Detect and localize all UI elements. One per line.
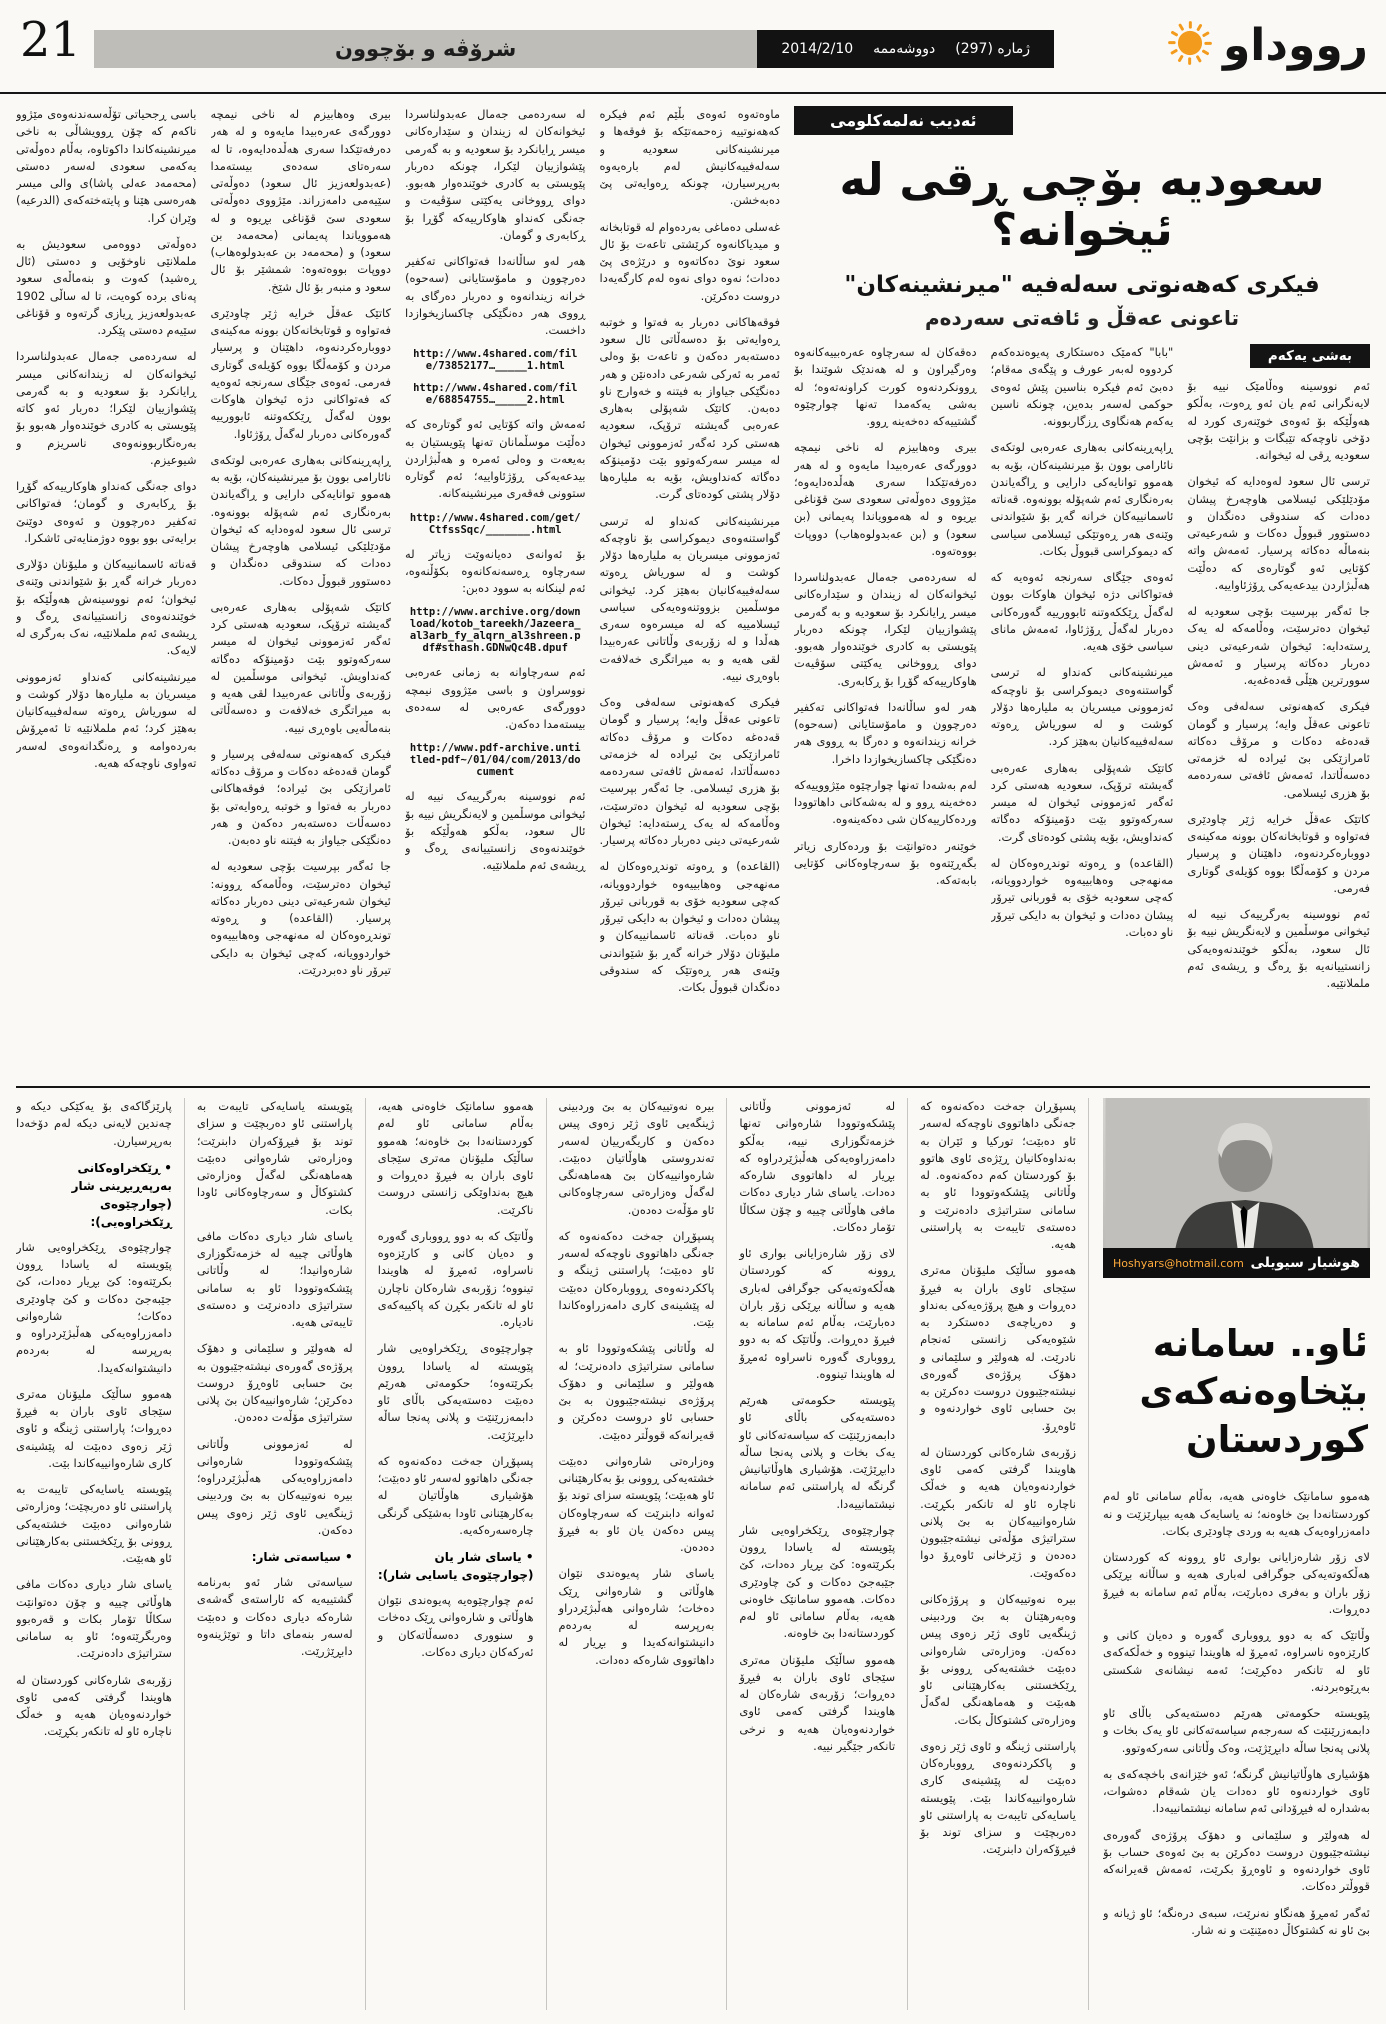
- body-paragraph: هەموو ساڵێک ملیۆنان مەتری سێجای ئاوی باران بە فیڕۆ دەڕوات؛ پاراستنی ژینگە و ئاوی ژێر زەوی دەبێت لە پێشینەی کاری شارەوانییەکاندا بێت.: [16, 1386, 172, 1470]
- body-paragraph: چوارچێوەی ڕێکخراوەیی شار پێویستە لە یاسادا ڕوون بکرێتەوە: کێ بڕیار دەدات، کێ جێبەجێ دەکات و کێ چاودێری دەکات. هەموو سامانێک خاوەنی هەیە، بەڵام سامانی ئاو لەم کوردستانەدا بێ خاوەنە.: [739, 1522, 896, 1641]
- article2-lead-text: [1103, 1488, 1370, 1948]
- body-paragraph: زۆربەی شارەکانی کوردستان لە هاویندا گرفتی کەمی ئاوی خواردنەوەیان هەیە و خەڵک ناچارە ئاو لە تانکەر بکڕێت. شارەوانییەکان بە بێ پلانی ستراتیژی مۆڵەتی نیشتەجێبوون دەدەن و ژێرخانی ئاوەڕۆ دوا دەکەوێت.: [920, 1444, 1076, 1580]
- body-paragraph: لە ئەزموونی وڵاتانی پێشکەوتوودا شارەوانی تەنها خزمەتگوزاری نییە، بەڵکو دامەزراوەیەکی هەڵبژێردراوە کە بڕیار لە داهاتووی شارەکە دەدات. یاسای شار دیاری دەکات مافی هاوڵاتی چییە و چۆن سکاڵا تۆمار دەکات.: [739, 1099, 896, 1234]
- body-paragraph: "بابا" کەمێک دەستکاری پەیوەندەکەم کردووە لەبەر عورف و پێگەی مەقام؛ دەبێ ئەم فیکرە بناسین پێش ئەوەی حوکمی لەسەر بدەین، چونکە ناسین یەکەم هەنگاوی ڕزگاربوونە.: [990, 345, 1174, 428]
- article1-column-2: [211, 106, 392, 1074]
- newspaper-logo: [1167, 14, 1368, 76]
- body-paragraph: هەموو سامانێک خاوەنی هەیە، بەڵام سامانی ئاو لەم کوردستانەدا بێ خاوەنە؛ هەموو ساڵێک ملیۆنان مەتری سێجای ئاوی باران بە فیڕۆ دەڕوات و هیچ بەنداوێکی زانستی دروست ناکرێت.: [377, 1099, 534, 1217]
- body-paragraph: جا ئەگەر بپرسیت بۆچی سعودیە لە ئیخوان دەترسێت، وەڵامەکە لە یەک ڕستەدایە: ئیخوان شەرعیەتی دینی دەربار دەکاتە پرسیار و ئەمەش سوورترین هێڵی قەدەغەیە.: [1187, 604, 1370, 687]
- second-article: [16, 1098, 1370, 2010]
- body-paragraph: (القاعدە) و ڕەوتە توندڕەوەکان لە مەنهەجی وەهابییەوە خواردوویانە، کەچی سعودیە خۆی بە قوربانی تیرۆر پیشان دەدات و ئیخوان بە دایکی تیرۆر ناو دەبات. قەناتە ئاسمانییەکان و ملیۆنان دۆلار خرانە گەڕ بۆ شێواندنی وێنەی هەر ڕەوتێک کە سندوقی دەنگدان قبووڵ بکات.: [599, 859, 780, 994]
- subheadline-line2: تاعونی عەقڵ و ئافەتی سەردەم: [924, 305, 1239, 330]
- article2-column-2: [184, 1098, 365, 2010]
- author-badge-row: [794, 106, 1370, 135]
- bullet-heading: • ڕێکخراوەکانی بەرپەڕبڕینی شار (چوارچێوەی ڕێکخراوەیی):: [71, 1160, 172, 1229]
- article1-column-6: [991, 344, 1174, 1074]
- author-email[interactable]: Hoshyars@hotmail.com: [1113, 1256, 1244, 1270]
- body-paragraph: ڕاپەڕینەکانی بەهاری عەرەبی لوتکەی نائارامی بوون بۆ میرنشینەکان، بۆیە بە هەموو توانایەکی دارایی و ڕاگەیاندن بەرەنگاری ئەم شەپۆلە بوونەوە. ترسی ئال سعود لەوەدایە کە ئیخوان مۆدێلێکی ئیسلامی هاوچەرخ پیشان دەدات کە سندوقی دەنگدان و دەستوور قبووڵ دەکات.: [210, 452, 391, 588]
- body-paragraph: خوێنەر دەتوانێت بۆ وردەکاری زیاتر بگەڕێتەوە بۆ سەرچاوەکانی کۆتایی بابەتەکە.: [794, 838, 977, 887]
- body-paragraph: کاتێک عەقڵ خرایە ژێر چاودێری فەتواوە و قوتابخانەکان بوونە مەکینەی دووبارەکردنەوە، داهێنان و پرسیار مردن و کۆمەڵگا بووە کۆیلەی گوتاری فەرمی. ئەوەی جێگای سەرنجە ئەوەیە کە فەتواکانی دژە ئیخوان هاوکات بوون لەگەڵ ڕێککەوتنە ئابوورییە گەورەکانی دەربار لەگەڵ ڕۆژئاوا.: [210, 305, 391, 441]
- body-paragraph: ئەم چوارچێوەیە پەیوەندی نێوان هاوڵاتی و شارەوانی ڕێک دەخات و سنووری دەسەڵاتەکان و ئەرکەکان دیاری دەکات.: [377, 1593, 534, 1659]
- part-one-badge: بەشی یەکەم: [1250, 344, 1370, 368]
- body-paragraph: یاسای شار دیاری دەکات مافی هاوڵاتی چییە لە خزمەتگوزاری شارەوانیدا؛ لە وڵاتانی پێشکەوتوودا ئاو بە سامانی ستراتیژی دادەنرێت و دەستەی تایبەتی هەیە.: [196, 1228, 353, 1329]
- second-headline-line3: کوردستان: [1186, 1418, 1368, 1462]
- weekday: دووشەممە: [873, 41, 936, 57]
- body-paragraph: بیری وەهابیزم لە ناخی نیمچە دوورگەی عەرەبیدا مایەوە و لە هەر دەرفەتێکدا سەری هەڵدەدایەوە؛ مێژووی دەوڵەتی سعودی سێ قۆناغی بڕیوە و لە هەموویاندا پەیمانی (بن سعود) و (بن عەبدولوەهاب) دووپات بووەتەوە.: [794, 440, 977, 558]
- body-paragraph: کاتێک عەقڵ خرایە ژێر چاودێری فەتواوە و قوتابخانەکان بوونە مەکینەی دووبارەکردنەوە، داهێنان و پرسیار مردن و کۆمەڵگا بووە کۆیلەی گوتاری فەرمی.: [1187, 811, 1370, 895]
- rudaw-sun-icon: [1167, 20, 1213, 70]
- body-paragraph: ترسی ئال سعود لەوەدایە کە ئیخوان مۆدێلێکی ئیسلامی هاوچەرخ پیشان دەدات کە سندوقی دەنگدان و دەستوور قبووڵ دەکات و شەرعیەتی بنەماڵە دەکاتە پرسیار. ئەمەش واتە کۆتایی ئەو گوتارەی کە دەڵێت هەڵبژاردن بیدعەیەکی ڕۆژئاواییە.: [1187, 474, 1370, 592]
- body-paragraph: یاسای شار دیاری دەکات مافی هاوڵاتی چییە و چۆن دەتوانێت سکاڵا تۆمار بکات و قەرەبوو وەربگرێتەوە؛ ئاو بە سامانی ستراتیژی دادەنرێت.: [16, 1577, 172, 1661]
- column-text: [1187, 378, 1370, 992]
- body-paragraph: لە ئەزموونی وڵاتانی پێشکەوتوودا شارەوانی دامەزراوەیەکی هەڵبژێردراوە؛ بیرە نەوتییەکان بە بێ وردبینی ژینگەیی ئاوی ژێر زەوی پیس دەکەن.: [196, 1436, 353, 1537]
- main-article-left-columns: [16, 106, 780, 1074]
- body-paragraph: بیرە نەوتییەکان بە بێ وردبینی ژینگەیی ئاوی ژێر زەوی پیس دەکەن و کاریگەرییان لەسەر تەندروستی هاوڵاتیان دەبێت. شارەوانییەکان بێ هەماهەنگی لەگەڵ وەزارەتی سەرچاوەکانی ئاو مۆڵەت دەدەن.: [558, 1099, 715, 1217]
- author-name: هوشیار سیویلی: [1250, 1255, 1360, 1271]
- body-paragraph: بۆ ئەوانەی دەیانەوێت زیاتر لە سەرچاوە ڕەسەنەکانەوە بکۆڵنەوە، ئەم لینکانە بە سوود دەبن:: [405, 546, 586, 595]
- main-article-head-region: [794, 106, 1370, 1074]
- body-paragraph: ئەم نووسینە بەرگرییەک نییە لە ئیخوانی موسڵمین و لایەنگریش نییە بۆ ئال سعود، بەڵکو خوێندنەوەیەکی زانستییانەیە بۆ ڕەگ و ڕیشەی ئەم ململانێیە.: [1187, 907, 1370, 990]
- article1-column-1: [16, 106, 197, 1074]
- body-paragraph: هەر لەو ساڵانەدا فەتواکانی تەکفیر دەرچوون و مامۆستایانی (سەحوە) خرانە زیندانەوە و دەربار دەرگای بە ڕووی هەر دەنگێکی چاکسازیخوازدا داخست.: [405, 254, 586, 337]
- body-paragraph: ڕاپەڕینەکانی بەهاری عەرەبی لوتکەی نائارامی بوون بۆ میرنشینەکان، بۆیە بە هەموو توانایەکی دارایی و ڕاگەیاندن بەرەنگاری ئەم شەپۆلە بوونەوە. قەناتە ئاسمانییەکان خرانە گەڕ بۆ شێواندنی وێنەی هەر ڕەوتێکی ئیسلامی سیاسی کە دیموکراسی قبووڵ بکات.: [990, 440, 1174, 558]
- body-paragraph: بیری وەهابیزم لە ناخی نیمچە دوورگەی عەرەبیدا مایەوە و لە هەر دەرفەتێکدا سەری هەڵدەدایەوە، تا لە سەرەتای سەدەی بیستەمدا (عەبدولعەزیز ئال سعود) دەوڵەتی سێیەمی دامەزراند. مێژووی دەوڵەتی سعودی سێ قۆناغی بڕیوە و لە هەموویاندا پەیمانی (محەمەد بن سعود) و (محەمەد بن عەبدولوەهاب) دووپات بووەتەوە: شمشێر بۆ ئال سعود و منبەر بۆ ئال شێخ.: [210, 107, 391, 294]
- article2-column-6: [907, 1098, 1088, 2010]
- body-paragraph: لە هەولێر و سلێمانی و دهۆک پرۆژەی گەورەی نیشتەجێبوون بە بێ حسابی ئاوەڕۆ دروست دەکرێن؛ شارەوانییەکان بێ پلانی ستراتیژی مۆڵەت دەدەن.: [196, 1341, 353, 1425]
- body-paragraph: پێویستە یاسایەکی تایبەت بە پاراستنی ئاو دەربچێت و سزای توند بۆ فیڕۆکەران دابنرێت؛ وەزارەتی شارەوانی دەبێت هەماهەنگی لەگەڵ وەزارەتی کشتوکاڵ و سەرچاوەکانی ئاودا بکات.: [196, 1099, 353, 1217]
- body-paragraph: هەموو ساڵێک ملیۆنان مەتری سێجای ئاوی باران بە فیڕۆ دەڕوات و هیچ پرۆژەیەکی بەنداو و دەریاچەی دەستکرد بە شێوەیەکی زانستی ئەنجام نادرێت. لە هەولێر و سلێمانی و دهۆک پرۆژەی گەورەی نیشتەجێبوون دروست دەکرێن بە بێ حسابی ئاوی خواردنەوە و ئاوەڕۆ.: [920, 1263, 1076, 1433]
- source-link[interactable]: http://www.4shared.com/file/68854755…_____2.html: [413, 382, 578, 407]
- body-paragraph: هۆشیاری هاوڵاتیانیش گرنگە؛ ئەو خێزانەی باخچەکەی بە ئاوی خواردنەوە ئاو دەدات یان شەقام دەشوات، بەشدارە لە فیڕۆدانی ئەم سامانە نیشتمانییەدا.: [1103, 1766, 1370, 1816]
- body-paragraph: ئەمەش واتە کۆتایی ئەو گوتارەی کە دەڵێت موسڵمانان تەنها پێویستیان بە بەیعەت و وەلی ئەمرە و هەڵبژاردن بیدعەیەکی ڕۆژئاواییە؛ ئەم گوتارە ستوونی فەقەری میرنشینەکانە.: [405, 417, 586, 501]
- body-paragraph: پێویستە یاسایەکی تایبەت بە پاراستنی ئاو دەربچێت؛ وەزارەتی شارەوانی دەبێت خشتەیەکی ڕوونی بۆ ڕێکخستنی بەکارهێنانی ئاو هەبێت.: [16, 1482, 172, 1565]
- body-paragraph: پێویستە حکومەتی هەرێم دەستەیەکی باڵای ئاو دابمەزرێنێت کە سیاسەتەکانی ئاو یەک بخات و پلانی پەنجا ساڵە دابڕێژێت. هۆشیاری هاوڵاتیانیش گرنگە لە پاراستنی ئەم سامانە نیشتمانییەدا.: [739, 1393, 896, 1511]
- source-link[interactable]: http://www.pdf-archive.untitled-pdf~/01/04/com/2013/document: [409, 742, 581, 779]
- page-number: 21: [20, 12, 82, 68]
- body-paragraph: هەموو ساڵێک ملیۆنان مەتری سێجای ئاوی باران بە فیڕۆ دەڕوات؛ زۆربەی شارەکان لە هاویندا گرفتی کەمی ئاوی خواردنەوەیان هەیە و نرخی تانکەر جێگیر نییە.: [739, 1652, 896, 1753]
- body-paragraph: میرنشینەکانی کەنداو لە ترسی گواستنەوەی دیموکراسی بۆ ناوچەکە ئەزموونی میسریان بە ملیارەها دۆلار کوشت و لە سوریاش ڕەوتە سەلەفییەکانیان بەهێز کرد.: [990, 665, 1174, 749]
- body-paragraph: لە هەولێر و سلێمانی و دهۆک پرۆژەی گەورەی نیشتەجێبوون دروست دەکرێن بە بێ ئەوەی حساب بۆ ئاوی خواردنەوە و ئاوەڕۆ بکرێت، ئەمەش قەیرانەکە قووڵتر دەکات.: [1103, 1827, 1370, 1894]
- body-paragraph: فیکری کەهەنوتی سەلەفی پرسیار و گومان قەدەغە دەکات و مرۆڤ دەکاتە ئامرازێکی بێ ئیرادە؛ فوقەهاکانی دەربار بە فەتوا و خوتبە ڕەوایەتی بۆ دەسەڵات دەستەبەر دەکەن و هەر دەنگێکی جیاواز بە فیتنە ناو دەبەن.: [210, 746, 391, 847]
- body-paragraph: لای زۆر شارەزایانی بواری ئاو ڕوونە کە کوردستان هەڵکەوتەیەکی جوگرافی لەباری هەیە و ساڵانە بڕێکی زۆر باران دەبارێت، بەڵام ئەم سامانە بە فیڕۆ دەڕوات. وڵاتێک کە بە دوو ڕووباری گەورە ناسراوە ئەمڕۆ لە هاویندا تینووە.: [739, 1246, 896, 1381]
- source-link[interactable]: http://www.4shared.com/get/CtfssSqc/_______.html: [409, 511, 581, 536]
- body-paragraph: ئەم نووسینە بەرگرییەک نییە لە ئیخوانی موسڵمین و لایەنگریش نییە بۆ ئال سعود، بەڵکو هەوڵێکە بۆ خوێندنەوەی زانستییانەی ڕەگ و ڕیشەی ئەم ململانێیە.: [405, 789, 586, 873]
- body-paragraph: ئەم نووسینە وەڵامێک نییە بۆ لایەنگرانی ئەم یان ئەو ڕەوت، بەڵکو هەوڵێکە بۆ ئەوەی خوێنەری کورد لە دۆخی ناوچەکە تێبگات و بزانێت بۆچی سعودیە ڕقی لە ئیخوانە.: [1187, 379, 1370, 462]
- article1-column-7: [1187, 344, 1370, 1074]
- body-paragraph: پسپۆڕان جەخت دەکەنەوە کە جەنگی داهاتووی ناوچەکە لەسەر ئاو دەبێت؛ پاراستنی ژینگە و پاککردنەوەی ڕووبارەکان دەبێت لە پێشینەی کاری دامەزراوەکاندا بێت.: [558, 1228, 715, 1329]
- body-paragraph: وڵاتێک کە بە دوو ڕووباری گەورە و دەیان کانی و کارێزەوە ناسراوە، ئەمڕۆ لە هاویندا تینووە؛ زۆربەی شارەکان ناچارن ئاو لە تانکەر بکڕن کە پاکییەکەی نادیارە.: [377, 1228, 534, 1329]
- article1-column-4: [600, 106, 781, 1074]
- main-article-header: [794, 106, 1370, 344]
- body-paragraph: لای زۆر شارەزایانی بواری ئاو ڕوونە کە کوردستان هەڵکەوتەیەکی جوگرافی لەباری هەیە و ساڵانە بڕێکی زۆر باران و بەفری دەبارێت، بەڵام ئەم سامانە بە فیڕۆ دەڕوات.: [1103, 1550, 1370, 1616]
- body-paragraph: ئەوەی جێگای سەرنجە ئەوەیە کە فەتواکانی دژە ئیخوان هاوکات بوون لەگەڵ ڕێککەوتنە ئابوورییە گەورەکانی دەربار لەگەڵ ڕۆژئاوا، ئەمەش مانای سیاسی خۆی هەیە.: [990, 570, 1174, 653]
- author-bar: [1103, 1248, 1370, 1278]
- body-paragraph: فوقەهاکانی دەربار بە فەتوا و خوتبە ڕەوایەتی بۆ دەسەڵاتی ئال سعود دەستەبەر دەکەن و تاعەت بۆ وەلی ئەمر بە ئەرکی شەرعی دادەنێن و هەر دەنگێکی جیاواز بە فیتنە و خەوارج ناو دەبەن. کاتێک شەپۆلی بەهاری عەرەبی گەیشتە ترۆپک، سعودیە هەستی کرد ئەگەر ئەزموونی ئیخوان لە میسر سەرکەوتوو بێت دۆمینۆکە دەگاتە کەنداویش، بۆیە بە ملیارەها دۆلار پشتی کودەتای گرت.: [599, 314, 780, 502]
- second-headline-line1: ئاو.. سامانە: [1152, 1322, 1368, 1365]
- body-paragraph: کاتێک شەپۆلی بەهاری عەرەبی گەیشتە ترۆپک، سعودیە هەستی کرد ئەگەر ئەزموونی ئیخوان لە میسر سەرکەوتوو بێت دۆمینۆکە دەگاتە کەنداویش، بۆیە پشتی کودەتای گرت.: [990, 760, 1174, 844]
- body-paragraph: لەم بەشەدا تەنها چوارچێوە مێژووییەکە دەخەینە ڕوو و لە بەشەکانی داهاتوودا وردەکارییەکان شی دەکەینەوە.: [794, 777, 977, 827]
- main-article: [16, 106, 1370, 1074]
- article1-column-5: [794, 344, 977, 1074]
- article1-column-3: [405, 106, 586, 1074]
- body-paragraph: دەقەکان لە سەرچاوە عەرەبییەکانەوە وەرگیراون و لە هەندێک شوێندا بۆ ڕوونکردنەوە کورت کراونەتەوە؛ لە بەشی یەکەمدا تەنها چوارچێوە گشتییەکە دەخەینە ڕوو.: [794, 345, 977, 428]
- body-paragraph: پێویستە حکومەتی هەرێم دەستەیەکی باڵای ئاو دابمەزرێنێت کە سەرجەم سیاسەتەکانی ئاو یەک بخات و پلانی پەنجا ساڵە دابڕێژێت، وەک وڵاتانی سەرکەوتوو.: [1103, 1706, 1370, 1755]
- body-paragraph: غەسلی دەماغی بەردەوام لە قوتابخانە و میدیاکانەوە کرێشتی تاعەت بۆ ئال سعود نوێ دەکاتەوە و درێژەی پێ دەدات؛ نەوە دوای نەوە لەم کارگەیەدا دروست دەکرێن.: [599, 219, 780, 303]
- main-headline: سعودیە بۆچی ڕقی لە ئیخوانە؟: [839, 153, 1325, 257]
- body-paragraph: چوارچێوەی ڕێکخراوەیی شار پێویستە لە یاسادا ڕوون بکرێتەوە؛ حکومەتی هەرێم دەبێت دەستەیەکی باڵای ئاو دابمەزرێنێت و پلانی پەنجا ساڵە دابڕێژێت.: [377, 1341, 534, 1442]
- body-paragraph: لە سەردەمی جەمال عەبدولناسردا ئیخوانەکان لە زیندانەکانی میسر ڕایانکرد بۆ سعودیە و بە گەرمی پێشوازییان لێکرا؛ دەربار ئەو کاتە پێویستی بە کادری خوێندەوار هەبوو بۆ بەرەنگاربوونەوەی ناسریزم و شیوعیزم.: [16, 349, 197, 467]
- body-paragraph: یاسای شار پەیوەندی نێوان هاوڵاتی و شارەوانی ڕێک دەخات؛ شارەوانی هەڵبژێردراو بەرپرسە لە بەردەم دانیشتوانەکەیدا و بڕیار لە داهاتووی شارەکە دەدات.: [558, 1566, 715, 1667]
- body-paragraph: میرنشینەکانی کەنداو لە ترسی گواستنەوەی دیموکراسی بۆ ناوچەکە ئەزموونی میسریان بە ملیارەها دۆلار کوشت و لە سوریاش ڕەوتە سەلەفییەکانیان بەهێز کرد. ئیخوانی موسڵمین بزووتنەوەیەکی سیاسی ئیسلامییە کە لە میسرەوە سەری هەڵدا و لە زۆربەی وڵاتانی عەرەبیدا لقی هەیە و بە میراتگری خەلافەت باوەڕی نییە.: [599, 513, 780, 683]
- source-link[interactable]: http://www.4shared.com/file/73852177…_____1.html: [413, 348, 578, 373]
- body-paragraph: کاتێک شەپۆلی بەهاری عەرەبی گەیشتە ترۆپک، سعودیە هەستی کرد ئەگەر ئەزموونی ئیخوان لە میسر سەرکەوتوو بێت دۆمینۆکە دەگاتە کەنداویش. ئیخوانی موسڵمین لە زۆربەی وڵاتانی عەرەبیدا لقی هەیە و بە میراتگری خەلافەت و دەسەڵاتی بنەماڵەیی باوەڕی نییە.: [210, 599, 391, 735]
- article2-column-1: [16, 1098, 184, 2010]
- section-title: شرۆڤە و بۆچوون: [335, 37, 517, 61]
- section-divider: [16, 1086, 1370, 1088]
- body-paragraph: پاراستنی ژینگە و ئاوی ژێر زەوی و پاککردنەوەی ڕووبارەکان دەبێت لە پێشینەی کاری شارەوانییەکاندا بێت. پێویستە یاسایەکی تایبەت بە پاراستنی ئاو دەربچێت و سزای توند بۆ فیڕۆکەران دابنرێت.: [920, 1738, 1076, 1857]
- person-silhouette: [1103, 1098, 1370, 1248]
- article2-column-4: [546, 1098, 727, 2010]
- subheadline-line1: فیکری کەهەنوتی سەلەفیە "میرنشینەکان": [844, 271, 1320, 298]
- issue-date-chip: [757, 30, 1054, 68]
- article2-column-5: [726, 1098, 907, 2010]
- author-badge: ئەدیب نەلمەکلومی: [794, 106, 1013, 135]
- body-paragraph: فیکری کەهەنوتی سەلەفی وەک تاعونی عەقڵ وایە؛ پرسیار و گومان قەدەغە دەکات و مرۆڤ دەکاتە ئامرازێکی بێ ئیرادە لە خزمەتی دەسەڵاتدا، ئەمەش ئافەتی سەردەمە بۆ هزری ئیسلامی.: [1187, 699, 1370, 800]
- bullet-heading: • یاسای شار یان (چوارچێوەی یاسایی شار):: [377, 1550, 534, 1582]
- body-paragraph: فیکری کەهەنوتی سەلەفی وەک تاعونی عەقڵ وایە؛ پرسیار و گومان قەدەغە دەکات و مرۆڤ دەکاتە ئامرازێکی بێ ئیرادە لە خزمەتی دەسەڵاتدا، ئەمەش ئافەتی سەردەمە بۆ هزری ئیسلامی. جا ئەگەر بپرسیت بۆچی سعودیە لە ئیخوان دەترسێت، وەڵامەکە لە یەک ڕستەدایە: ئیخوان شەرعیەتی دینی دەربار دەکاتە پرسیار.: [599, 695, 780, 847]
- body-paragraph: لە سەردەمی جەمال عەبدولناسردا ئیخوانەکان لە زیندان و سێدارەکانی میسر ڕایانکرد بۆ سعودیە و بە گەرمی پێشوازییان لێکرا، چونکە دەربار پێویستی بە کادری خوێندەوار هەبوو. دوای ڕووخانی یەکێتی سۆڤیەت هاوکارییەکە گۆڕا بۆ ڕکابەری.: [794, 570, 977, 688]
- body-paragraph: دەوڵەتی دووەمی سعودیش بە ململانێی ناوخۆیی و دەستی (ئال ڕەشید) کەوت و بنەماڵەی سعود پەنای بردە کوەیت، تا لە ساڵی 1902 عەبدولعەزیز ڕیازی گرتەوە و قۆناغی سێیەم دەستی پێکرد.: [16, 236, 197, 337]
- body-paragraph: (القاعدە) و ڕەوتە توندڕەوەکان لە مەنهەجی وەهابییەوە خواردوویانە، کەچی سعودیە خۆی بە قوربانی تیرۆر پیشان دەدات و ئیخوان بە دایکی تیرۆر ناو دەبات.: [990, 855, 1174, 939]
- body-paragraph: دوای جەنگی کەنداو هاوکارییەکە گۆڕا بۆ ڕکابەری و گومان؛ فەتواکانی تەکفیر دەرچوون و ئەوەی دوێنێ برایەتی بوو بووە دوژمنایەتی ئاشکرا.: [16, 479, 197, 545]
- body-paragraph: پسپۆڕان جەخت دەکەنەوە کە جەنگی داهاتوو لەسەر ئاو دەبێت؛ هۆشیاری هاوڵاتیان لە بەکارهێنانی ئاودا بەشێکی گرنگی چارەسەرەکەیە.: [377, 1453, 534, 1537]
- body-paragraph: جا ئەگەر بپرسیت بۆچی سعودیە لە ئیخوان دەترسێت، وەڵامەکە ڕوونە: ئیخوان شەرعیەتی دینی دەربار دەکاتە پرسیار. (القاعدە) و ڕەوتە توندڕەوەکان لە مەنهەجی وەهابییەوە خواردوویانە، کەچی ئیخوان بە دایکی تیرۆر ناو دەبردرێت.: [210, 859, 391, 977]
- source-link[interactable]: http://www.archive.org/download/kotob_tareekh/Jazeera_al3arb_fy_alqrn_al3shreen.pdf#sthash.GDNwQc4B.dpuf: [409, 606, 581, 655]
- body-paragraph: وڵاتێک کە بە دوو ڕووباری گەورە و دەیان کانی و کارێزەوە ناسراوە، ئەمڕۆ لە هاویندا تینووە و خەڵکەکەی ئاو لە تانکەر دەکڕێت؛ ئەمە نیشانەی شکستی بەڕێوەبردنە.: [1103, 1628, 1370, 1694]
- body-paragraph: وەزارەتی شارەوانی دەبێت خشتەیەکی ڕوونی بۆ بەکارهێنانی ئاو هەبێت؛ پێویستە سزای توند بۆ ئەوانە دابنرێت کە سەرچاوەکان پیس دەکەن یان ئاو بە فیڕۆ دەدەن.: [558, 1453, 715, 1554]
- body-paragraph: ئەگەر ئەمڕۆ هەنگاو نەنرێت، سبەی درەنگە؛ ئاو ژیانە و بێ ئاو نە کشتوکاڵ دەمێنێت و نە شار.: [1103, 1905, 1370, 1937]
- body-paragraph: لە وڵاتانی پێشکەوتوودا ئاو بە سامانی ستراتیژی دادەنرێت؛ لە هەولێر و سلێمانی و دهۆک پرۆژەی نیشتەجێبوون بە بێ حسابی ئاو دروست دەکرێن و قەیرانەکە قووڵتر دەبێت.: [558, 1341, 715, 1442]
- page-header: [0, 0, 1386, 94]
- body-paragraph: سیاسەتی شار ئەو بەرنامە گشتییەیە کە ئاراستەی گەشەی شارەکە دیاری دەکات و دەبێت لەسەر بنەمای داتا و توێژینەوە دابڕێژرێت.: [196, 1575, 353, 1658]
- logo-wordmark: رووداو: [1222, 19, 1368, 71]
- issue-number: ژمارە (297): [955, 41, 1030, 57]
- body-paragraph: میرنشینەکانی کەنداو ئەزموونی میسریان بە ملیارەها دۆلار کوشت و لە سوریاش ڕەوتە سەلەفییەکانیان بەهێز کرد؛ ئەم ململانێیە تا ئەمڕۆش بەردەوامە و ڕەنگدانەوەی لەسەر تەواوی ناوچەکە هەیە.: [16, 669, 197, 770]
- article2-column-3: [365, 1098, 546, 2010]
- body-paragraph: ماوەتەوە ئەوەی بڵێم ئەم فیکرە کەهەنوتییە زەحمەتێکە بۆ فوقەها و میرنشینەکانی سعودیە و سەلەفییەکانیش لەم بارەیەوە بەرپرسیارن، چونکە ڕەوایەتی پێ دەبەخشن.: [599, 107, 780, 208]
- body-paragraph: ئەم سەرچاوانە بە زمانی عەرەبی نووسراون و باسی مێژووی نیمچە دوورگەی عەرەبی لە سەدەی بیستەمدا دەکەن.: [405, 665, 586, 731]
- second-headline: [1103, 1320, 1368, 1464]
- author-photo: [1103, 1098, 1370, 1248]
- body-paragraph: زۆربەی شارەکانی کوردستان لە هاویندا گرفتی کەمی ئاوی خواردنەوەیان هەیە و خەڵک ناچارە ئاو لە تانکەر بکڕێت.: [16, 1672, 172, 1739]
- body-paragraph: باسی ڕجحیاتی تۆڵەسەندنەوەی مێژوو ناکەم کە چۆن ڕوویشاڵی بە ناخی میرنشینەکاندا داکوتاوە، بەڵام دەوڵەتی یەکەمی سعودی لەسەر دەستی (محەمەد عەلی پاشا)ی والی میسر هەرەسی هێنا و پایتەختەکەی (الدرعیە) وێران کرا.: [16, 107, 197, 225]
- body-paragraph: هەر لەو ساڵانەدا فەتواکانی تەکفیر دەرچوون و مامۆستایانی (سەحوە) خرانە زیندانەوە و دەرگا بە ڕووی هەر دەنگێکی چاکسازیخوازدا داخرا.: [794, 699, 977, 766]
- body-paragraph: پارێزگاکەی بۆ یەکێکی دیکە و چەندین لایەنی دیکە لەم دۆخەدا بەرپرسیارن.: [16, 1099, 172, 1148]
- main-article-right-columns: [794, 344, 1370, 1074]
- body-paragraph: قەناتە ئاسمانییەکان و ملیۆنان دۆلاری دەربار خرانە گەڕ بۆ شێواندنی وێنەی ئیخوان؛ ئەم نووسینەش هەوڵێکە بۆ خوێندنەوەی زانستییانەی ڕەگ و ڕیشەی ئەم ململانێیە، نەک بەرگری لە لایەک.: [16, 557, 197, 658]
- body-paragraph: بیرە نەوتییەکان و پرۆژەکانی وەبەرهێنان بە بێ وردبینی ژینگەیی ئاوی ژێر زەوی پیس دەکەن. وەزارەتی شارەوانی دەبێت خشتەیەکی ڕوونی بۆ ڕێکخستنی بەکارهێنانی ئاو هەبێت و هەماهەنگی لەگەڵ وەزارەتی کشتوکاڵ بکات.: [920, 1591, 1076, 1727]
- second-headline-line2: بێخاوەنەکەی: [1139, 1370, 1368, 1414]
- second-article-lead-column: [1088, 1098, 1370, 2010]
- bullet-heading: • سیاسەتی شار:: [251, 1550, 353, 1564]
- body-paragraph: پسپۆڕان جەخت دەکەنەوە کە جەنگی داهاتووی ناوچەکە لەسەر ئاو دەبێت؛ تورکیا و ئێران بە بەنداوەکانیان ڕێژەی ئاوی هاتوو بۆ کوردستان کەم دەکەنەوە. لە وڵاتانی پێشکەوتوودا ئاو بە سامانی ستراتیژی دادەنرێت و دەستەی تایبەت بە پاراستنی هەیە.: [920, 1099, 1076, 1251]
- section-bar: [94, 30, 1054, 68]
- body-paragraph: هەموو سامانێک خاوەنی هەیە، بەڵام سامانی ئاو لەم کوردستانەدا بێ خاوەنە؛ نە یاسایەک هەیە بیپارێزێت و نە دامەزراوەیەک هەیە بە وردی چاودێری بکات.: [1103, 1489, 1370, 1538]
- issue-date: 2014/2/10: [781, 41, 854, 57]
- body-paragraph: چوارچێوەی ڕێکخراوەیی شار پێویستە لە یاسادا ڕوون بکرێتەوە: کێ بڕیار دەدات، کێ جێبەجێ دەکات و کێ چاودێری دەکات؛ شارەوانی دامەزراوەیەکی هەڵبژێردراوە و بەرپرسە لە بەردەم دانیشتوانەکەیدا.: [16, 1239, 172, 1375]
- body-paragraph: لە سەردەمی جەمال عەبدولناسردا ئیخوانەکان لە زیندان و سێدارەکانی میسر ڕایانکرد بۆ سعودیە و بە گەرمی پێشوازییان لێکرا، چونکە دەربار پێویستی بە کادری خوێندەوار هەبوو. دوای ڕووخانی یەکێتی سۆڤیەت و جەنگی کەنداو هاوکارییەکە گۆڕا بۆ ڕکابەری و گومان.: [405, 107, 586, 242]
